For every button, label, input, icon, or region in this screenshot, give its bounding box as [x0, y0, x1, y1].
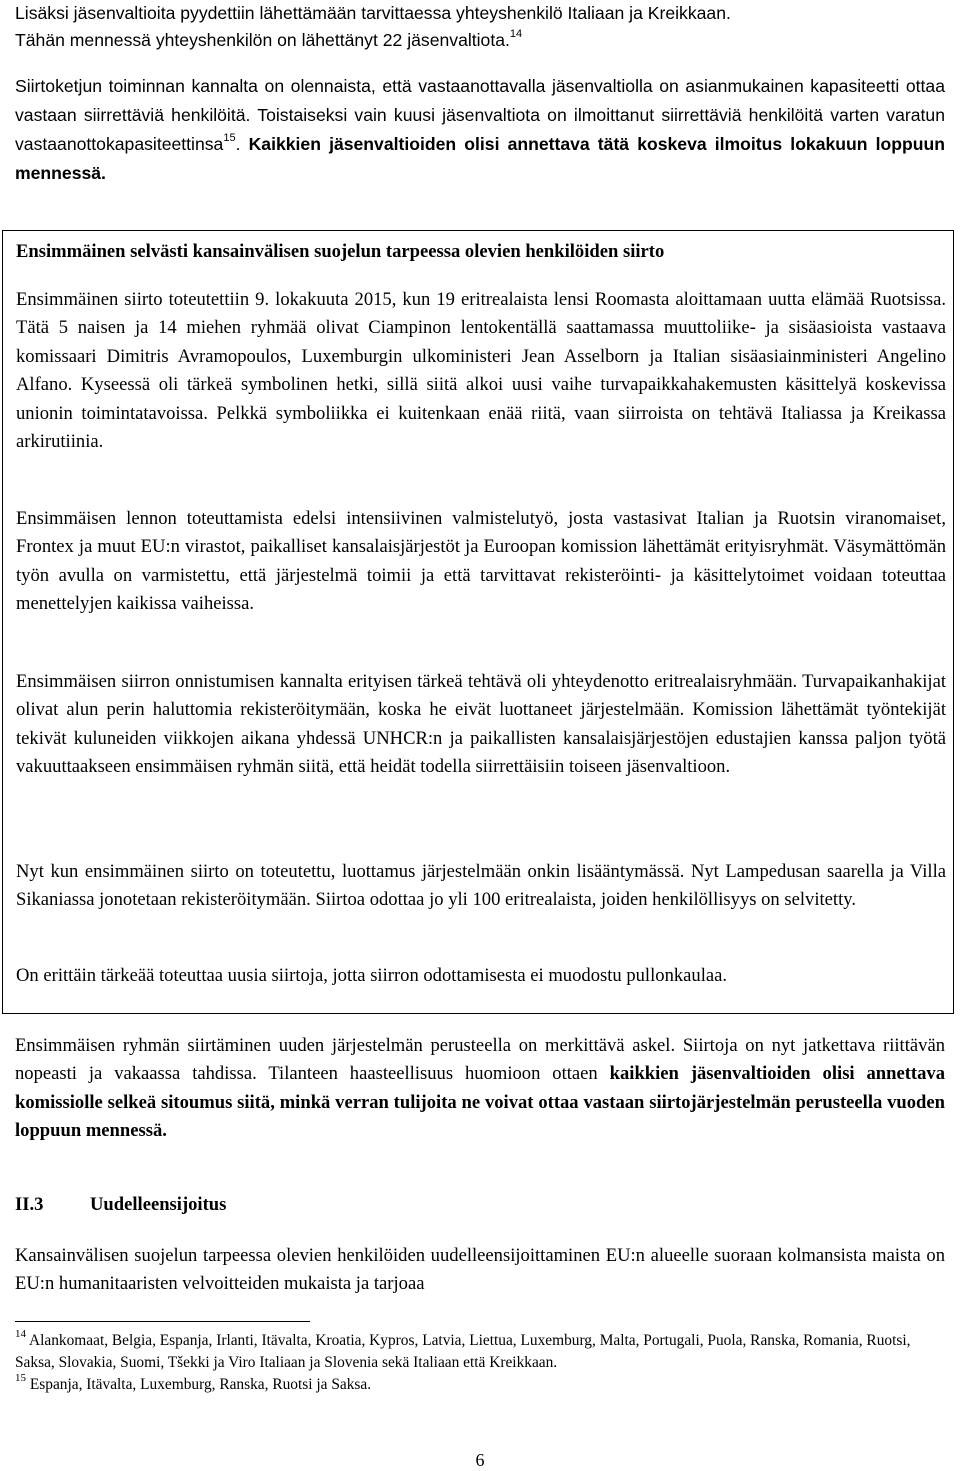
section-body: [15, 1242, 945, 1299]
box-paragraph-1: Ensimmäinen siirto toteutettiin 9. lokakuuta 2015, kun 19 eritrealaista lensi Roomasta aloittamaan uutta elämää Ruotsissa. Tätä 5 naisen ja 14 miehen ryhmää olivat Ciampinon lentokentällä saattamassa muuttoliike- ja sisäasioista vastaava komissaari Dimitris Avramopoulos, Luxemburgin ulkoministeri Jean Asselborn ja Italian sisäasiainministeri Angelino Alfano. Kyseessä oli tärkeä symbolinen hetki, sillä siitä alkoi uusi vaihe turvapaikkahakemusten käsittelyä koskevissa unionin toimintatavoissa. Pelkkä symboliikka ei kuitenkaan enää riitä, vaan siirroista on tehtävä Italiassa ja Kreikassa arkirutiinia.: [16, 289, 946, 453]
highlight-box: [2, 230, 954, 1014]
footnote-ref-14: 14: [509, 28, 523, 41]
footnote-15: [15, 1371, 945, 1396]
intro-line-1: Lisäksi jäsenvaltioita pyydettiin lähettämään tarvittaessa yhteyshenkilö Italiaan ja Kreikkaan.: [15, 3, 731, 23]
footnotes: [15, 1327, 945, 1396]
after-box-text: Ensimmäisen ryhmän siirtäminen uuden järjestelmän perusteella on merkittävä askel. Siirtoja on nyt jatkettava riittävän nopeasti ja vakaassa tahdissa. Tilanteen haasteellisuus huomioon ottaen: [15, 1035, 945, 1085]
intro-p2-text-b: Toistaiseksi vain kuusi jäsenvaltiota on ilmoittanut siirrettäviä henkilöitä varten varatun vastaanottokapasiteettinsa: [15, 105, 945, 154]
after-box-block: [15, 1032, 945, 1146]
box-paragraph-2: Ensimmäisen lennon toteuttamista edelsi intensiivinen valmistelutyö, josta vastasivat Italian ja Ruotsin viranomaiset, Frontex ja muut EU:n virastot, paikalliset kansalaisjärjestöt ja Euroopan komission lähettämät erityisryhmät. Väsymättömän työn avulla on varmistettu, että järjestelmä toimii ja että tarvittavat rekisteröinti- ja käsittelytoimet voidaan toteuttaa menettelyjen kaikissa vaiheissa.: [16, 508, 946, 615]
intro-p2-bold: Kaikkien jäsenvaltioiden olisi annettava tätä koskeva ilmoitus lokakuun loppuun mennessä.: [15, 134, 946, 183]
intro-paragraph-2: [15, 72, 945, 188]
box-title: Ensimmäinen selvästi kansainvälisen suojelun tarpeessa olevien henkilöiden siirto: [16, 241, 665, 262]
footnote-14-text: Alankomaat, Belgia, Espanja, Irlanti, Itävalta, Kroatia, Kypros, Latvia, Liettua, Luxemburg, Malta, Portugali, Puola, Ranska, Romania, Ruotsi, Saksa, Slovakia, Suomi, Tšekki ja Viro Italiaan ja Slovenia sekä Italiaan että Kreikkaan.: [15, 1332, 911, 1371]
intro-paragraph-2-block: [15, 72, 945, 188]
section-heading: [15, 1194, 945, 1216]
footnote-ref-15: 15: [223, 132, 236, 145]
after-box-paragraph: [15, 1032, 945, 1146]
footnote-14: [15, 1327, 945, 1374]
footnote-separator: [15, 1321, 310, 1322]
footnote-15-number: 15: [15, 1371, 26, 1384]
intro-p2-text-c: .: [235, 134, 249, 154]
intro-p2-text-a: Siirtoketjun toiminnan kannalta on olennaista, että vastaanottavalla jäsenvaltiolla on asianmukainen kapasiteetti ottaa vastaan siirrettäviä henkilöitä.: [15, 76, 945, 125]
after-box-bold-text: kaikkien jäsenvaltioiden olisi annettava komissiolle selkeä sitoumus siitä, minkä verran tulijoita ne voivat ottaa vastaan siirtojärjestelmän perusteella vuoden loppuun mennessä.: [15, 1063, 946, 1142]
box-paragraph-3: Ensimmäisen siirron onnistumisen kannalta erityisen tärkeä tehtävä oli yhteydenotto eritrealaisryhmään. Turvapaikanhakijat olivat alun perin haluttomia rekisteröitymään, koska he eivät luottaneet järjestelmään. Komission lähettämät työntekijät tekivät kuluneiden viikkojen aikana yhdessä UNHCR:n ja paikallisten kansalaisjärjestöjen edustajien kanssa paljon työtä vakuuttaakseen ensimmäisen ryhmän siitä, että heidät todella siirrettäisiin toiseen jäsenvaltioon.: [16, 671, 946, 778]
page-number: 6: [475, 1450, 485, 1470]
footnote-14-number: 14: [15, 1327, 26, 1340]
intro-paragraph-1: [15, 0, 945, 54]
intro-block: [15, 0, 945, 54]
section-number: II.3: [15, 1194, 44, 1215]
box-paragraph-4: Nyt kun ensimmäinen siirto on toteutettu, luottamus järjestelmään onkin lisääntymässä. Nyt Lampedusan saarella ja Villa Sikaniassa jonotetaan rekisteröitymään. Siirtoa odottaa jo yli 100 eritrealaista, joiden henkilöllisyys on selvitetty.: [16, 861, 946, 911]
section-paragraph-1: Kansainvälisen suojelun tarpeessa olevien henkilöiden uudelleensijoittaminen EU:n alueelle suoraan kolmansista maista on EU:n humanitaaristen velvoitteiden mukaista ja tarjoaa: [15, 1245, 945, 1295]
section-title: Uudelleensijoitus: [90, 1194, 227, 1215]
footnote-15-text: Espanja, Itävalta, Luxemburg, Ranska, Ruotsi ja Saksa.: [29, 1376, 372, 1393]
intro-line-2: Tähän mennessä yhteyshenkilön on lähettänyt 22 jäsenvaltiota.: [15, 30, 510, 50]
box-paragraph-5: On erittäin tärkeää toteuttaa uusia siirtoja, jotta siirron odottamisesta ei muodostu pullonkaulaa.: [16, 965, 728, 986]
